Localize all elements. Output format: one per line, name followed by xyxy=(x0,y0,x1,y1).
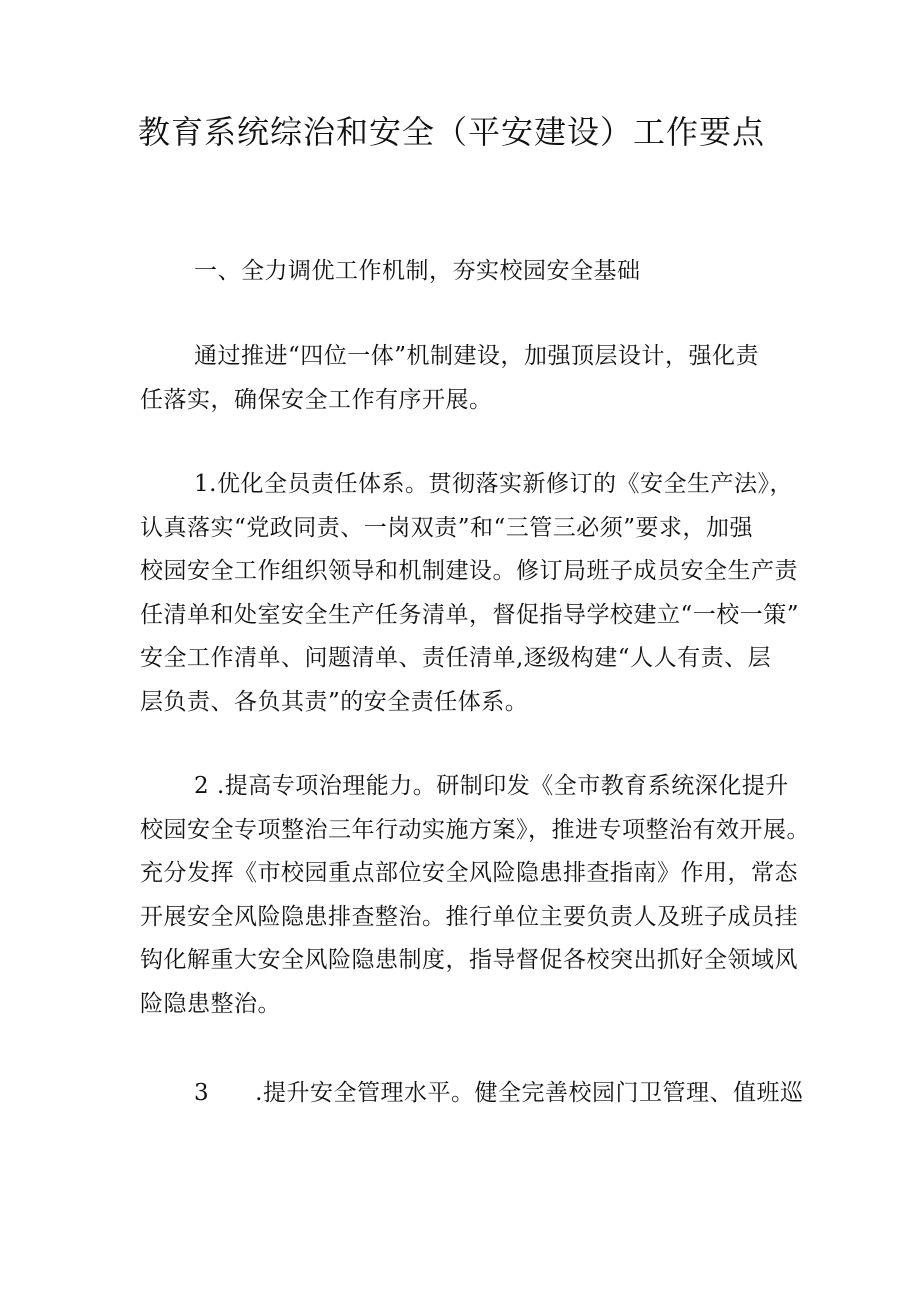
paragraph-line: 任落实，确保安全工作有序开展。 xyxy=(140,386,493,413)
paragraph-line: 开展安全风险隐患排查整治。推行单位主要负责人及班子成员挂 xyxy=(140,903,798,930)
paragraph-line xyxy=(140,1072,804,1116)
intro-paragraph xyxy=(140,335,800,422)
paragraph-line: 通过推进“四位一体”机制建设，加强顶层设计，强化责 xyxy=(194,343,760,369)
item-3-paragraph xyxy=(140,1072,804,1116)
paragraph-line: 校园安全专项整治三年行动实施方案》，推进专项整治有效开展。 xyxy=(140,816,810,843)
section-1-heading-block xyxy=(140,250,800,294)
paragraph-line: 1.优化全员责任体系。贯彻落实新修订的《安全生产法》， xyxy=(194,471,793,497)
paragraph-line: 充分发挥《市校园重点部位安全风险隐患排查指南》作用，常态 xyxy=(140,860,798,886)
paragraph-line: 任清单和处室安全生产任务清单，督促指导学校建立“一校一策” xyxy=(140,601,800,628)
item-2-paragraph xyxy=(140,765,810,1026)
paragraph-line: 认真落实“党政同责、一岗双责”和“三管三必须”要求，加强 xyxy=(140,514,754,541)
paragraph-line: 层负责、各负其责”的安全责任体系。 xyxy=(140,688,529,715)
paragraph-line: 安全工作清单、问题清单、责任清单,逐级构建“人人有责、层 xyxy=(140,645,772,671)
paragraph-line: 险隐患整治。 xyxy=(140,990,281,1017)
section-1-heading: 一、全力调优工作机制，夯实校园安全基础 xyxy=(194,258,641,284)
document-title: 教育系统综治和安全（平安建设）工作要点 xyxy=(138,113,766,151)
item-3-number: 3 xyxy=(194,1080,210,1106)
paragraph-line: 钩化解重大安全风险隐患制度，指导督促各校突出抓好全领域风 xyxy=(140,947,798,973)
item-1-paragraph xyxy=(140,463,800,724)
paragraph-line: 校园安全工作组织领导和机制建设。修订局班子成员安全生产责 xyxy=(140,558,798,584)
item-3-text: .提升安全管理水平。健全完善校园门卫管理、值班巡 xyxy=(255,1080,804,1106)
paragraph-line: 2 .提高专项治理能力。研制印发《全市教育系统深化提升 xyxy=(194,773,789,799)
